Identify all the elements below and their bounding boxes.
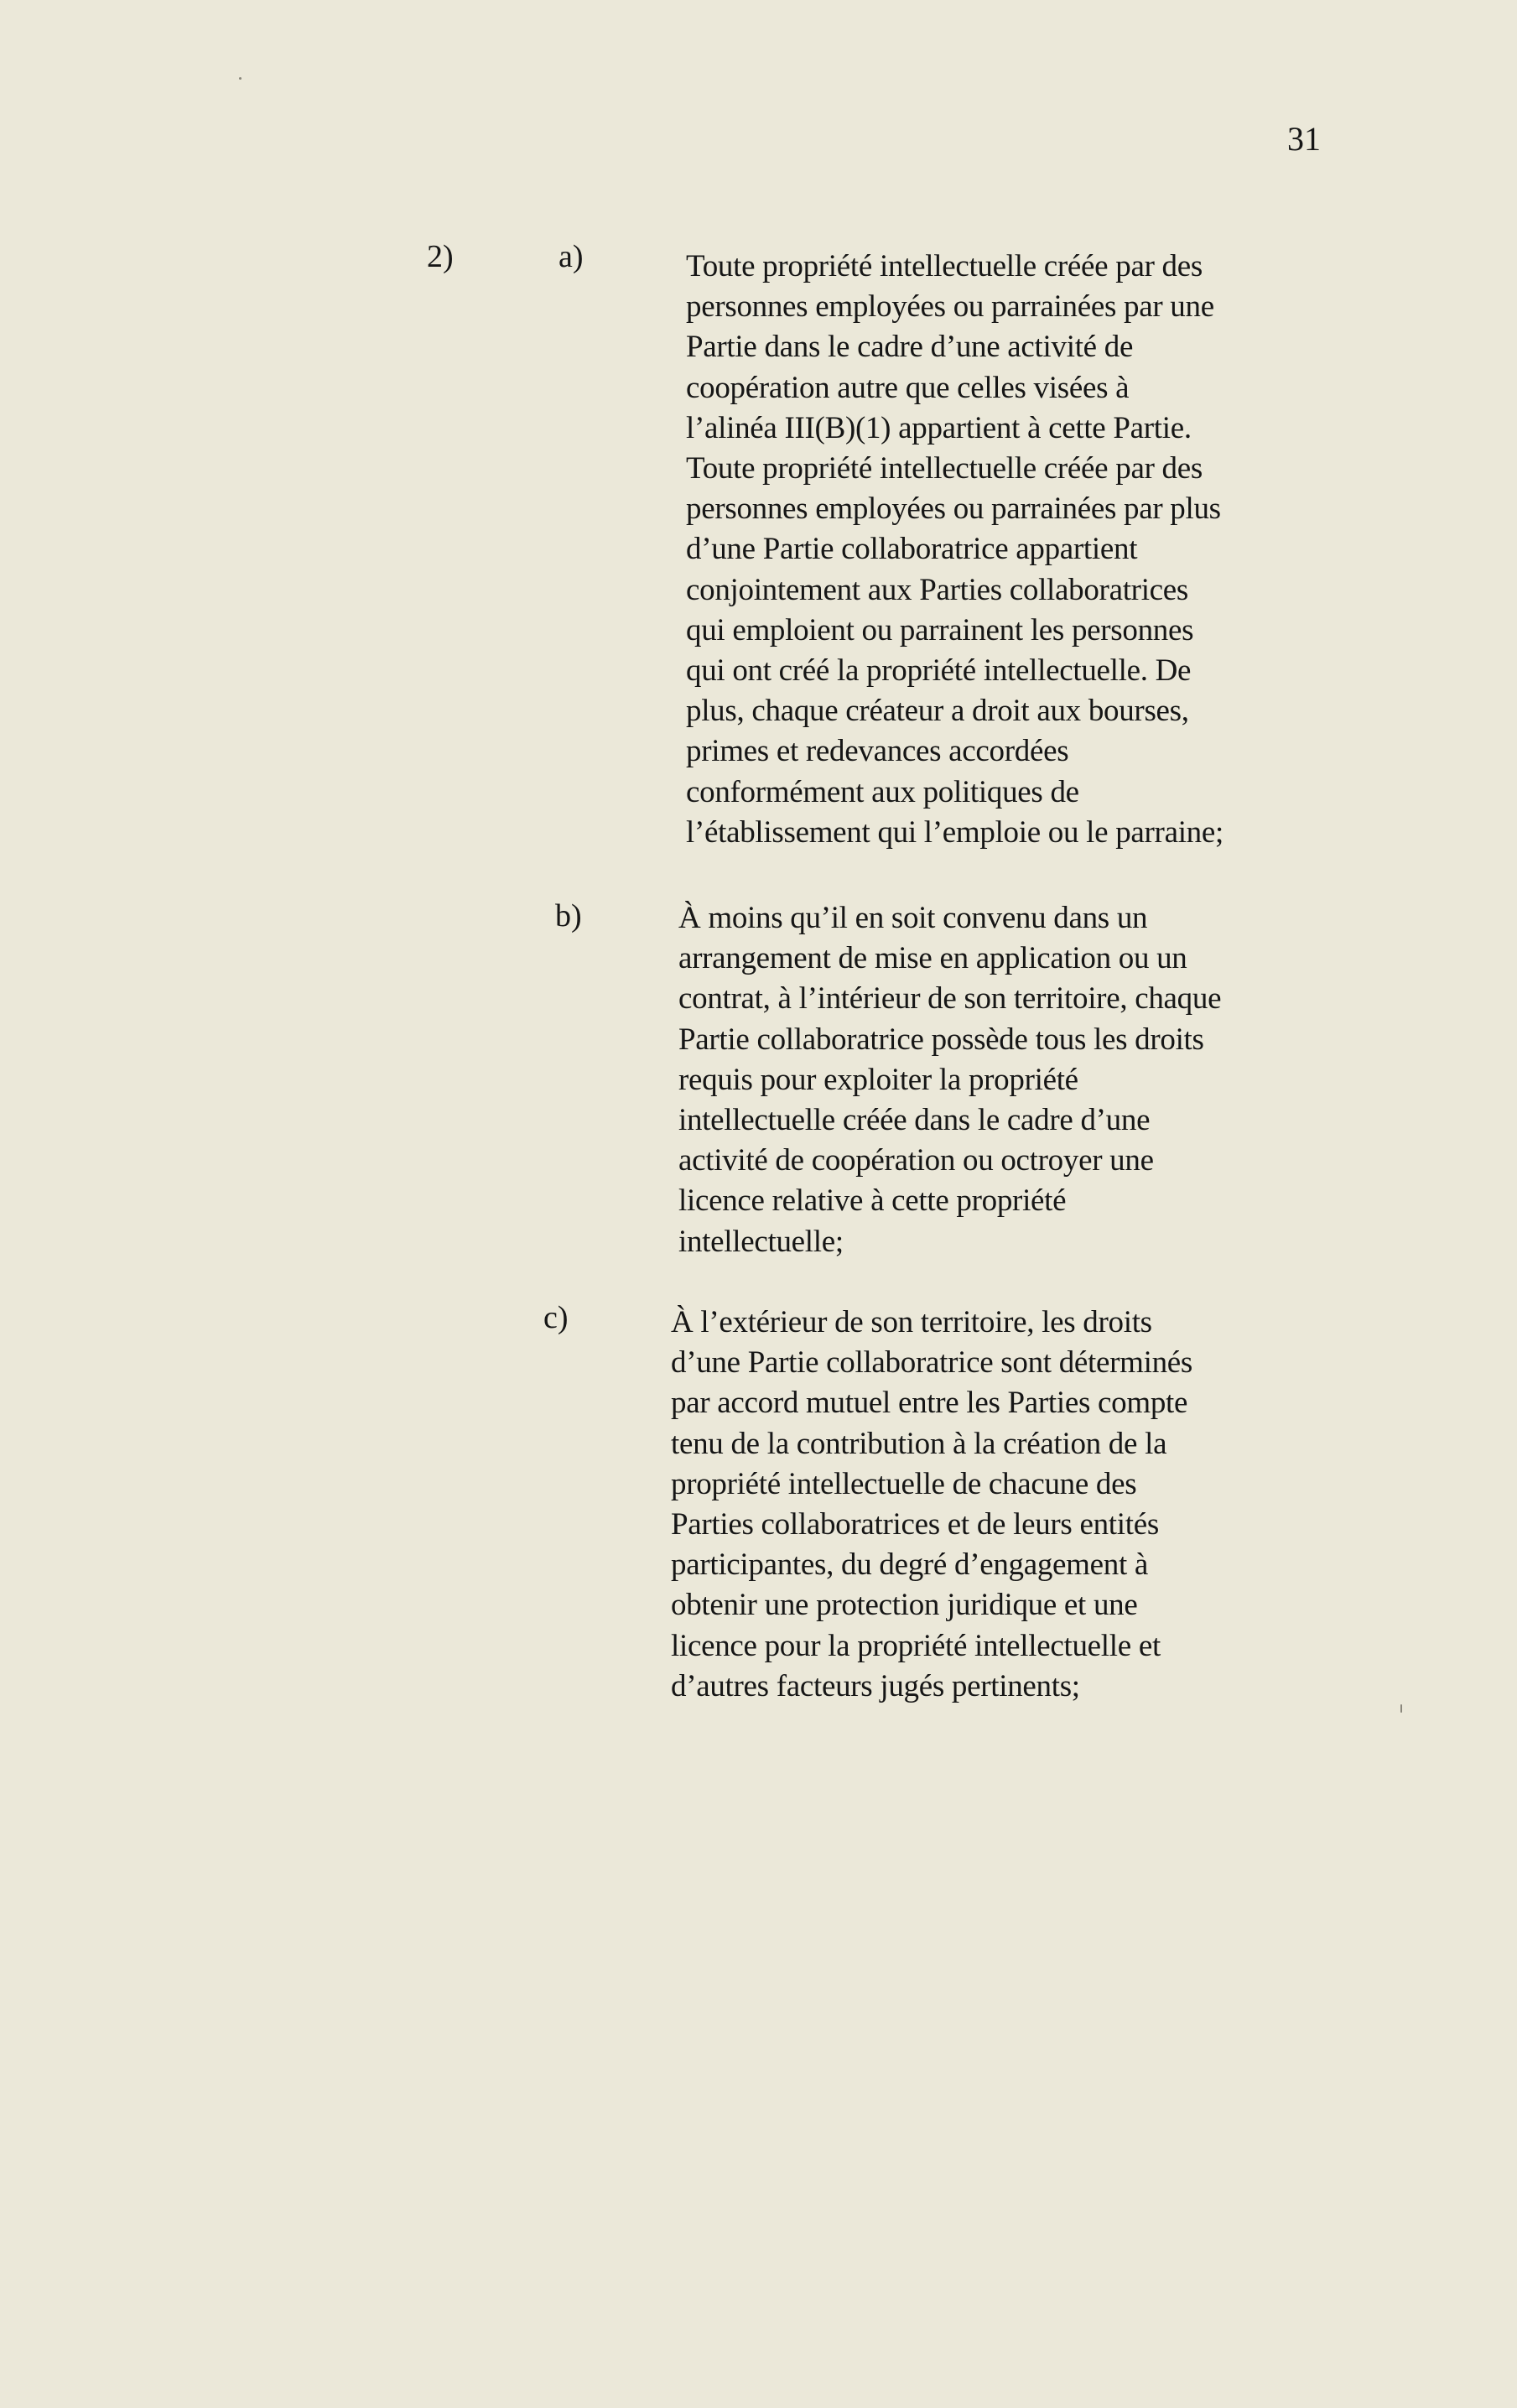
text-line: tenu de la contribution à la création de la bbox=[671, 1426, 1167, 1461]
text-line: l’alinéa III(B)(1) appartient à cette Partie. bbox=[686, 410, 1192, 445]
text-line: plus, chaque créateur a droit aux bourses, bbox=[686, 694, 1189, 729]
scan-speck bbox=[239, 77, 242, 80]
text-line: Toute propriété intellectuelle créée par des bbox=[686, 451, 1203, 486]
item-marker-c: c) bbox=[543, 1300, 569, 1335]
text-line: requis pour exploiter la propriété bbox=[678, 1062, 1078, 1097]
text-line: Parties collaboratrices et de leurs entités bbox=[671, 1507, 1159, 1542]
text-line: contrat, à l’intérieur de son territoire, chaque bbox=[678, 981, 1222, 1017]
text-line: coopération autre que celles visées à bbox=[686, 370, 1130, 405]
text-line: personnes employées ou parrainées par une bbox=[686, 289, 1214, 325]
text-line: intellectuelle créée dans le cadre d’une bbox=[678, 1103, 1151, 1138]
text-line: À l’extérieur de son territoire, les droits bbox=[671, 1305, 1152, 1339]
paragraph-a bbox=[686, 247, 1223, 853]
section-marker: 2) bbox=[427, 239, 454, 274]
text-line: conjointement aux Parties collaboratrices bbox=[686, 572, 1189, 607]
scan-speck bbox=[1400, 1704, 1402, 1713]
text-line: qui ont créé la propriété intellectuelle. De bbox=[686, 653, 1192, 689]
text-line: licence pour la propriété intellectuelle et bbox=[671, 1628, 1161, 1663]
text-line: propriété intellectuelle de chacune des bbox=[671, 1466, 1137, 1501]
page-number: 31 bbox=[1287, 120, 1321, 158]
text-line: Toute propriété intellectuelle créée par des bbox=[686, 249, 1203, 283]
text-line: Partie dans le cadre d’une activité de bbox=[686, 330, 1134, 365]
text-line: participantes, du degré d’engagement à bbox=[671, 1547, 1149, 1583]
text-line: personnes employées ou parrainées par plus bbox=[686, 491, 1221, 527]
text-line: d’une Partie collaboratrice appartient bbox=[686, 532, 1138, 567]
paragraph-c bbox=[671, 1303, 1192, 1707]
text-line: activité de coopération ou octroyer une bbox=[678, 1143, 1154, 1178]
text-line: arrangement de mise en application ou un bbox=[678, 941, 1187, 976]
text-line: intellectuelle; bbox=[678, 1224, 844, 1259]
text-line: l’établissement qui l’emploie ou le parraine; bbox=[686, 814, 1223, 850]
paragraph-b bbox=[678, 898, 1221, 1262]
text-line: primes et redevances accordées bbox=[686, 734, 1069, 769]
text-line: obtenir une protection juridique et une bbox=[671, 1588, 1138, 1623]
text-line: Partie collaboratrice possède tous les droits bbox=[678, 1022, 1204, 1057]
text-line: qui emploient ou parrainent les personnes bbox=[686, 612, 1194, 648]
item-marker-b: b) bbox=[555, 898, 582, 934]
text-line: d’autres facteurs jugés pertinents; bbox=[671, 1668, 1080, 1703]
item-marker-a: a) bbox=[558, 239, 584, 274]
text-line: conformément aux politiques de bbox=[686, 774, 1079, 809]
text-line: par accord mutuel entre les Parties compte bbox=[671, 1386, 1188, 1421]
text-line: À moins qu’il en soit convenu dans un bbox=[678, 901, 1148, 935]
text-line: licence relative à cette propriété bbox=[678, 1183, 1067, 1219]
text-line: d’une Partie collaboratrice sont déterminés bbox=[671, 1345, 1193, 1381]
